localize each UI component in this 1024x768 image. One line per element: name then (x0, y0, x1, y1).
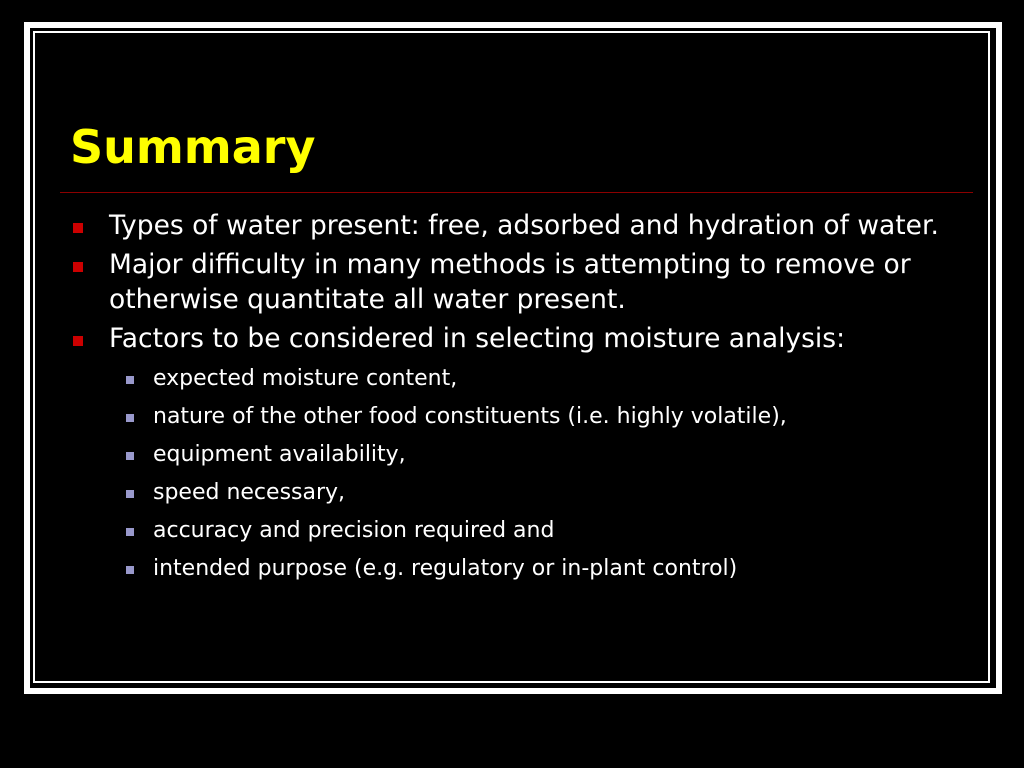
sub-bullet-item (70, 360, 950, 398)
bullet-item (70, 208, 950, 243)
bullet-text: Major difficulty in many methods is attempting to remove or otherwise quantitate all water present. (109, 249, 911, 315)
sub-bullet-item (70, 398, 950, 436)
small-square-bullet-icon (126, 376, 134, 384)
sub-bullet-text: equipment availability, (153, 442, 406, 467)
slide-title: Summary (70, 120, 316, 174)
small-square-bullet-icon (126, 452, 134, 460)
small-square-bullet-icon (126, 490, 134, 498)
small-square-bullet-icon (126, 414, 134, 422)
sub-bullet-text: accuracy and precision required and (153, 518, 555, 543)
small-square-bullet-icon (126, 566, 134, 574)
sub-bullet-item (70, 550, 950, 588)
sub-bullet-item (70, 512, 950, 550)
sub-bullet-text: intended purpose (e.g. regulatory or in-plant control) (153, 556, 738, 581)
square-bullet-icon (73, 262, 83, 272)
bullet-item (70, 321, 950, 356)
title-divider (60, 192, 973, 193)
bullet-list (70, 208, 950, 588)
bullet-item (70, 247, 950, 317)
square-bullet-icon (73, 336, 83, 346)
sub-bullet-item (70, 436, 950, 474)
sub-bullet-text: speed necessary, (153, 480, 346, 505)
bullet-text: Factors to be considered in selecting moisture analysis: (109, 323, 846, 354)
bullet-text: Types of water present: free, adsorbed and hydration of water. (109, 210, 939, 241)
sub-bullet-text: expected moisture content, (153, 366, 458, 391)
small-square-bullet-icon (126, 528, 134, 536)
square-bullet-icon (73, 223, 83, 233)
sub-bullet-item (70, 474, 950, 512)
sub-bullet-text: nature of the other food constituents (i.e. highly volatile), (153, 404, 787, 429)
